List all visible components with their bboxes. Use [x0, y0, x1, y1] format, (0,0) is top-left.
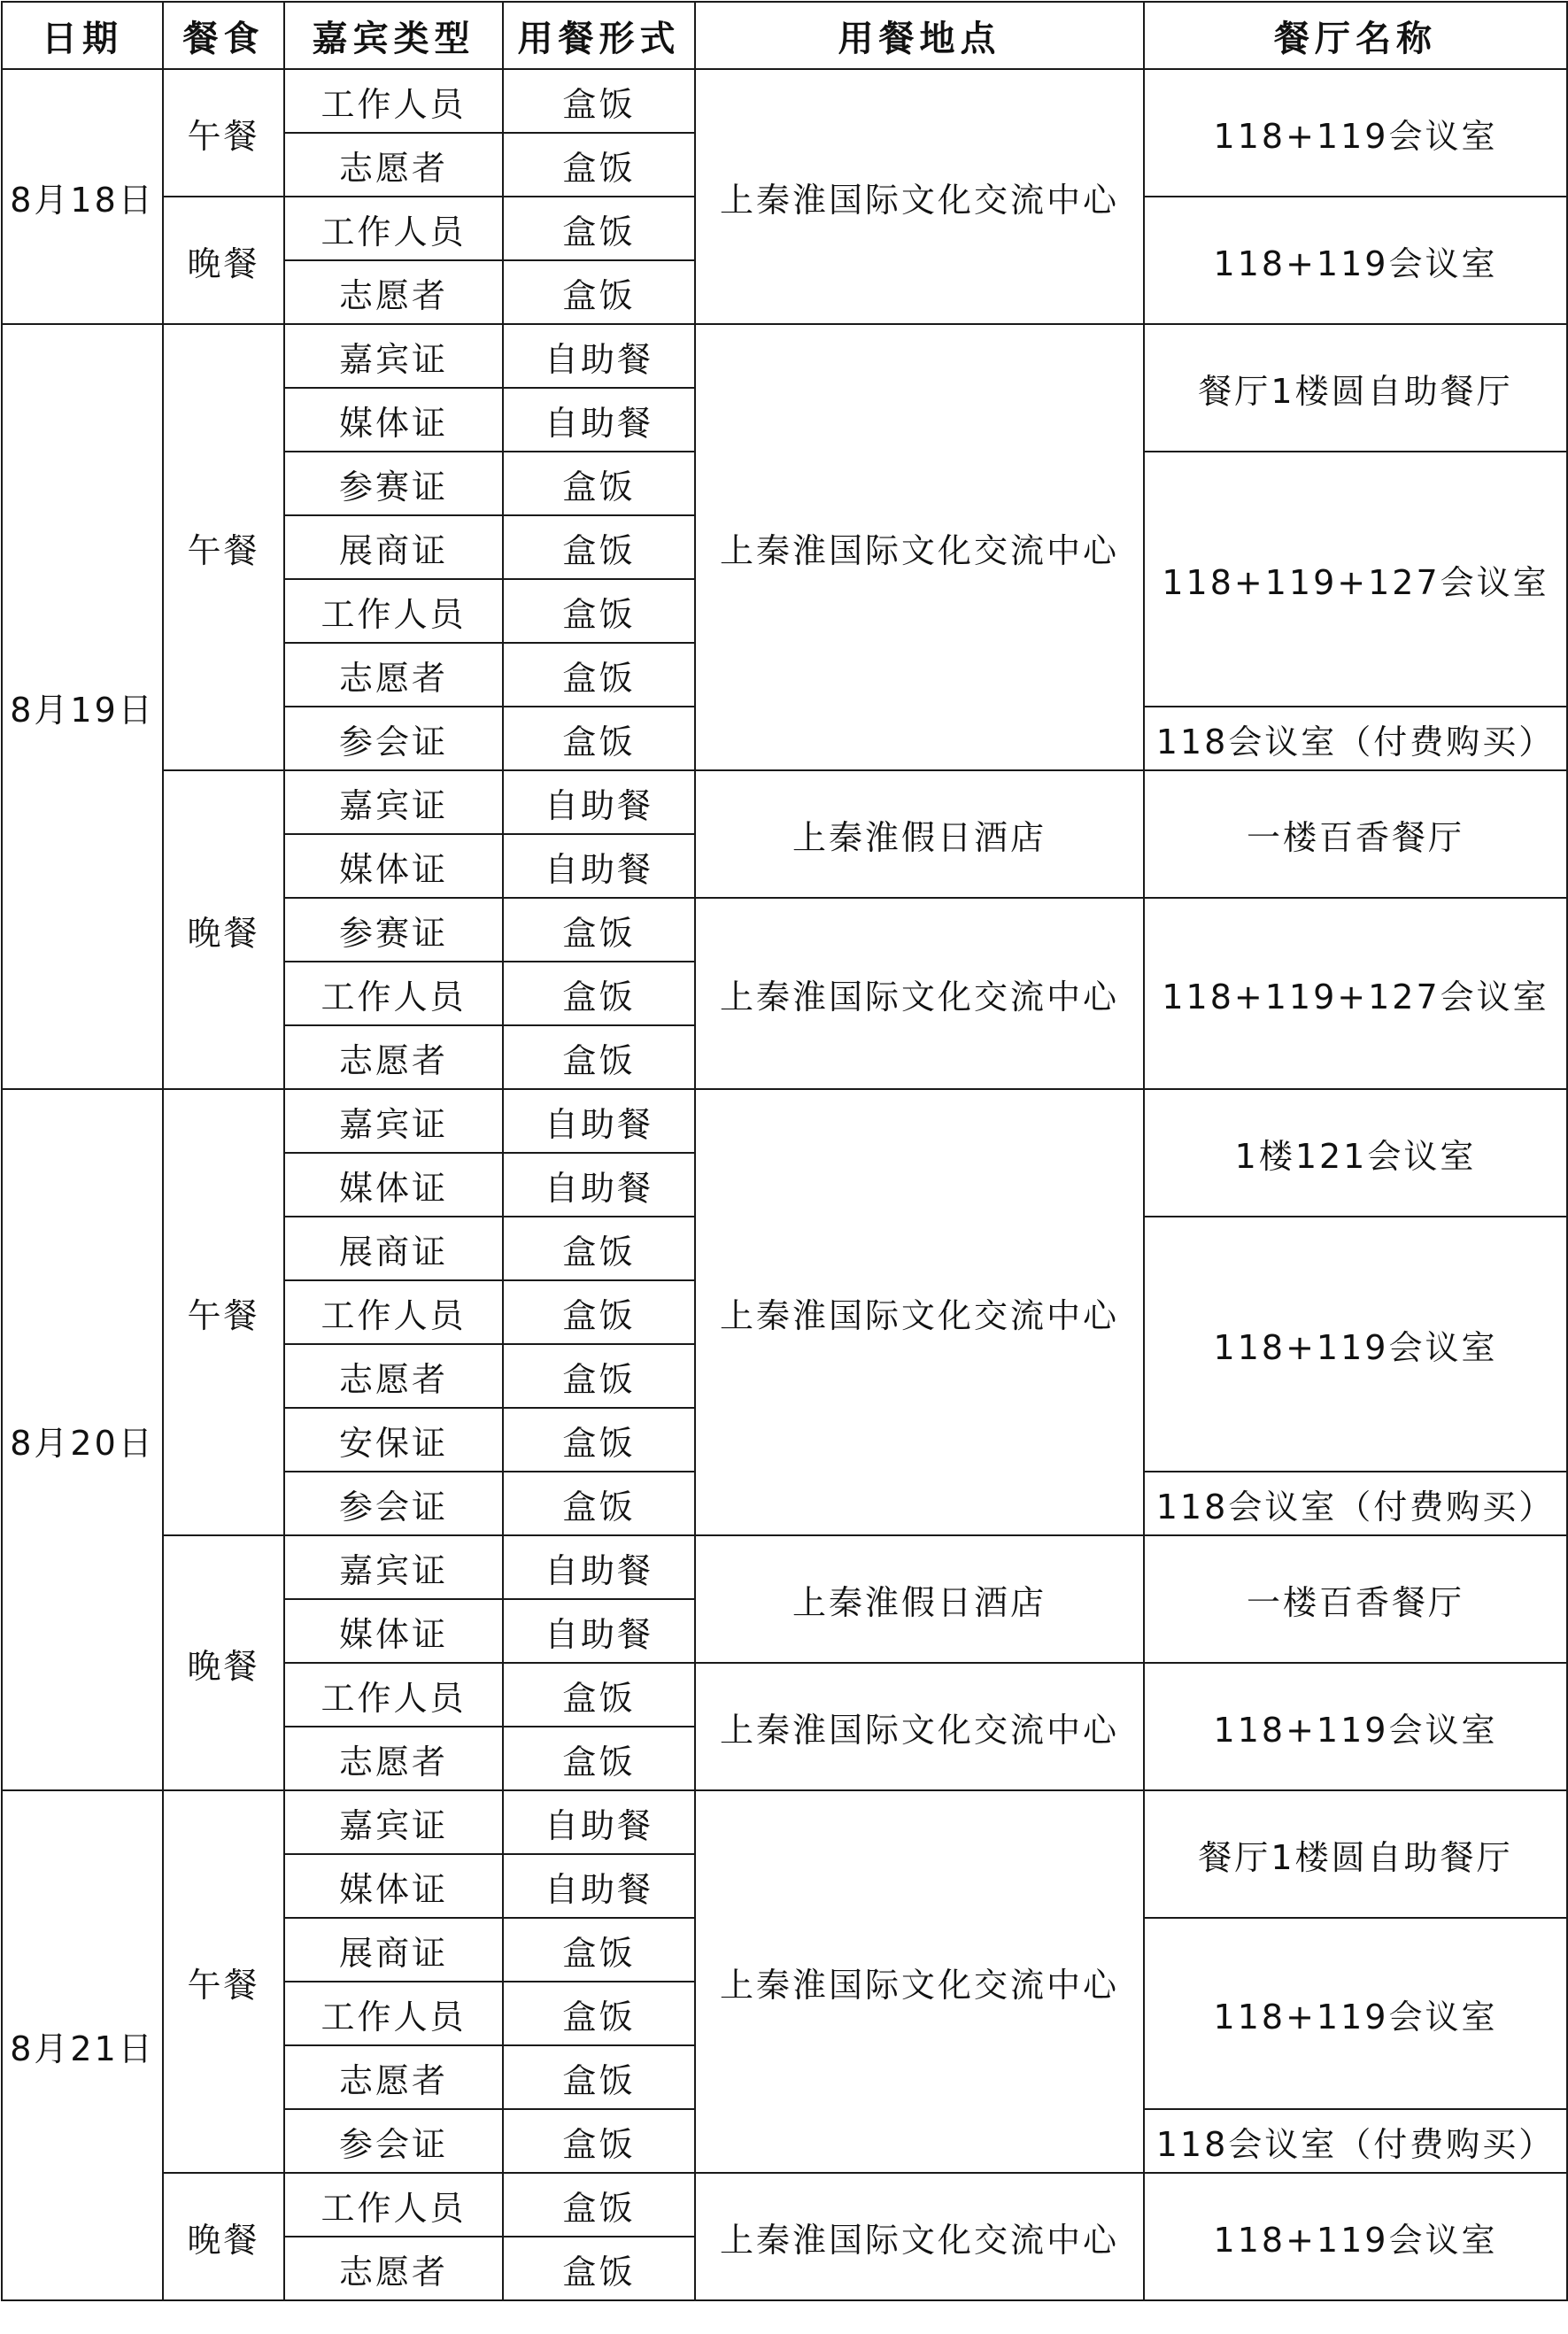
dining-form-cell: 盒饭 — [503, 69, 695, 133]
header-dining-location: 用餐地点 — [695, 2, 1144, 69]
dining-form-cell: 盒饭 — [503, 1472, 695, 1535]
restaurant-cell: 118会议室（付费购买） — [1144, 2109, 1567, 2173]
dining-form-cell: 自助餐 — [503, 1854, 695, 1918]
restaurant-cell: 118+119会议室 — [1144, 1217, 1567, 1472]
restaurant-cell: 一楼百香餐厅 — [1144, 1535, 1567, 1663]
guest-type-cell: 工作人员 — [284, 197, 503, 260]
dining-form-cell: 盒饭 — [503, 197, 695, 260]
dining-form-cell: 盒饭 — [503, 1918, 695, 1982]
dining-form-cell: 盒饭 — [503, 2045, 695, 2109]
guest-type-cell: 工作人员 — [284, 1663, 503, 1727]
location-cell: 上秦淮假日酒店 — [695, 770, 1144, 898]
dining-form-cell: 盒饭 — [503, 643, 695, 707]
meal-cell: 午餐 — [163, 324, 284, 770]
guest-type-cell: 展商证 — [284, 515, 503, 579]
guest-type-cell: 嘉宾证 — [284, 770, 503, 834]
restaurant-cell: 118+119会议室 — [1144, 197, 1567, 324]
guest-type-cell: 工作人员 — [284, 69, 503, 133]
restaurant-cell: 118+119会议室 — [1144, 1918, 1567, 2109]
guest-type-cell: 嘉宾证 — [284, 1089, 503, 1153]
meal-cell: 晚餐 — [163, 770, 284, 1089]
restaurant-cell: 餐厅1楼圆自助餐厅 — [1144, 1790, 1567, 1918]
table-row — [2, 2173, 1567, 2237]
dining-form-cell: 盒饭 — [503, 1217, 695, 1280]
guest-type-cell: 嘉宾证 — [284, 324, 503, 388]
restaurant-cell: 餐厅1楼圆自助餐厅 — [1144, 324, 1567, 452]
header-restaurant-name: 餐厅名称 — [1144, 2, 1567, 69]
guest-type-cell: 参会证 — [284, 707, 503, 770]
table-row — [2, 1790, 1567, 1854]
dining-form-cell: 盒饭 — [503, 2109, 695, 2173]
restaurant-cell: 118+119+127会议室 — [1144, 898, 1567, 1089]
guest-type-cell: 媒体证 — [284, 834, 503, 898]
dining-form-cell: 自助餐 — [503, 1790, 695, 1854]
table-row — [2, 1089, 1567, 1153]
dining-form-cell: 盒饭 — [503, 1663, 695, 1727]
guest-type-cell: 媒体证 — [284, 1854, 503, 1918]
dining-form-cell: 盒饭 — [503, 2237, 695, 2300]
dining-form-cell: 盒饭 — [503, 1727, 695, 1790]
location-cell: 上秦淮国际文化交流中心 — [695, 69, 1144, 324]
restaurant-cell: 1楼121会议室 — [1144, 1089, 1567, 1217]
dining-form-cell: 盒饭 — [503, 452, 695, 515]
guest-type-cell: 志愿者 — [284, 1344, 503, 1408]
restaurant-cell: 118+119+127会议室 — [1144, 452, 1567, 707]
header-meal: 餐食 — [163, 2, 284, 69]
dining-form-cell: 自助餐 — [503, 1153, 695, 1217]
header-guest-type: 嘉宾类型 — [284, 2, 503, 69]
guest-type-cell: 参会证 — [284, 2109, 503, 2173]
guest-type-cell: 展商证 — [284, 1918, 503, 1982]
header-dining-form: 用餐形式 — [503, 2, 695, 69]
dining-form-cell: 盒饭 — [503, 579, 695, 643]
dining-form-cell: 自助餐 — [503, 770, 695, 834]
dining-form-cell: 盒饭 — [503, 1408, 695, 1472]
date-cell: 8月20日 — [2, 1089, 163, 1790]
guest-type-cell: 展商证 — [284, 1217, 503, 1280]
location-cell: 上秦淮国际文化交流中心 — [695, 1089, 1144, 1535]
location-cell: 上秦淮国际文化交流中心 — [695, 2173, 1144, 2300]
restaurant-cell: 118会议室（付费购买） — [1144, 707, 1567, 770]
dining-form-cell: 盒饭 — [503, 1025, 695, 1089]
dining-form-cell: 盒饭 — [503, 962, 695, 1025]
location-cell: 上秦淮假日酒店 — [695, 1535, 1144, 1663]
guest-type-cell: 安保证 — [284, 1408, 503, 1472]
table-row — [2, 69, 1567, 133]
guest-type-cell: 志愿者 — [284, 2045, 503, 2109]
header-date: 日期 — [2, 2, 163, 69]
dining-form-cell: 盒饭 — [503, 1280, 695, 1344]
guest-type-cell: 工作人员 — [284, 1982, 503, 2045]
date-cell: 8月21日 — [2, 1790, 163, 2300]
dining-form-cell: 自助餐 — [503, 388, 695, 452]
meal-cell: 晚餐 — [163, 2173, 284, 2300]
dining-form-cell: 盒饭 — [503, 898, 695, 962]
guest-type-cell: 工作人员 — [284, 962, 503, 1025]
meal-cell: 晚餐 — [163, 1535, 284, 1790]
dining-form-cell: 自助餐 — [503, 834, 695, 898]
meal-cell: 午餐 — [163, 1790, 284, 2173]
date-cell: 8月18日 — [2, 69, 163, 324]
restaurant-cell: 118+119会议室 — [1144, 2173, 1567, 2300]
guest-type-cell: 志愿者 — [284, 643, 503, 707]
dining-form-cell: 盒饭 — [503, 133, 695, 197]
location-cell: 上秦淮国际文化交流中心 — [695, 1663, 1144, 1790]
guest-type-cell: 工作人员 — [284, 1280, 503, 1344]
guest-type-cell: 嘉宾证 — [284, 1535, 503, 1599]
meal-cell: 晚餐 — [163, 197, 284, 324]
meal-cell: 午餐 — [163, 1089, 284, 1535]
restaurant-cell: 118+119会议室 — [1144, 1663, 1567, 1790]
guest-type-cell: 参会证 — [284, 1472, 503, 1535]
table-row — [2, 324, 1567, 388]
guest-type-cell: 嘉宾证 — [284, 1790, 503, 1854]
dining-form-cell: 自助餐 — [503, 1089, 695, 1153]
location-cell: 上秦淮国际文化交流中心 — [695, 324, 1144, 770]
dining-form-cell: 盒饭 — [503, 707, 695, 770]
guest-type-cell: 志愿者 — [284, 133, 503, 197]
guest-type-cell: 媒体证 — [284, 388, 503, 452]
guest-type-cell: 媒体证 — [284, 1153, 503, 1217]
guest-type-cell: 志愿者 — [284, 2237, 503, 2300]
location-cell: 上秦淮国际文化交流中心 — [695, 1790, 1144, 2173]
guest-type-cell: 工作人员 — [284, 2173, 503, 2237]
dining-form-cell: 自助餐 — [503, 1599, 695, 1663]
table-row — [2, 1535, 1567, 1599]
meal-cell: 午餐 — [163, 69, 284, 197]
guest-type-cell: 参赛证 — [284, 898, 503, 962]
header-row — [2, 2, 1567, 69]
table-row — [2, 770, 1567, 834]
dining-form-cell: 盒饭 — [503, 1982, 695, 2045]
guest-type-cell: 志愿者 — [284, 1727, 503, 1790]
guest-type-cell: 志愿者 — [284, 260, 503, 324]
guest-type-cell: 工作人员 — [284, 579, 503, 643]
dining-form-cell: 自助餐 — [503, 1535, 695, 1599]
dining-form-cell: 盒饭 — [503, 260, 695, 324]
guest-type-cell: 媒体证 — [284, 1599, 503, 1663]
restaurant-cell: 118+119会议室 — [1144, 69, 1567, 197]
dining-form-cell: 自助餐 — [503, 324, 695, 388]
guest-type-cell: 参赛证 — [284, 452, 503, 515]
guest-type-cell: 志愿者 — [284, 1025, 503, 1089]
date-cell: 8月19日 — [2, 324, 163, 1089]
restaurant-cell: 一楼百香餐厅 — [1144, 770, 1567, 898]
dining-form-cell: 盒饭 — [503, 1344, 695, 1408]
dining-form-cell: 盒饭 — [503, 515, 695, 579]
location-cell: 上秦淮国际文化交流中心 — [695, 898, 1144, 1089]
meal-schedule-table — [1, 1, 1568, 2301]
restaurant-cell: 118会议室（付费购买） — [1144, 1472, 1567, 1535]
dining-form-cell: 盒饭 — [503, 2173, 695, 2237]
